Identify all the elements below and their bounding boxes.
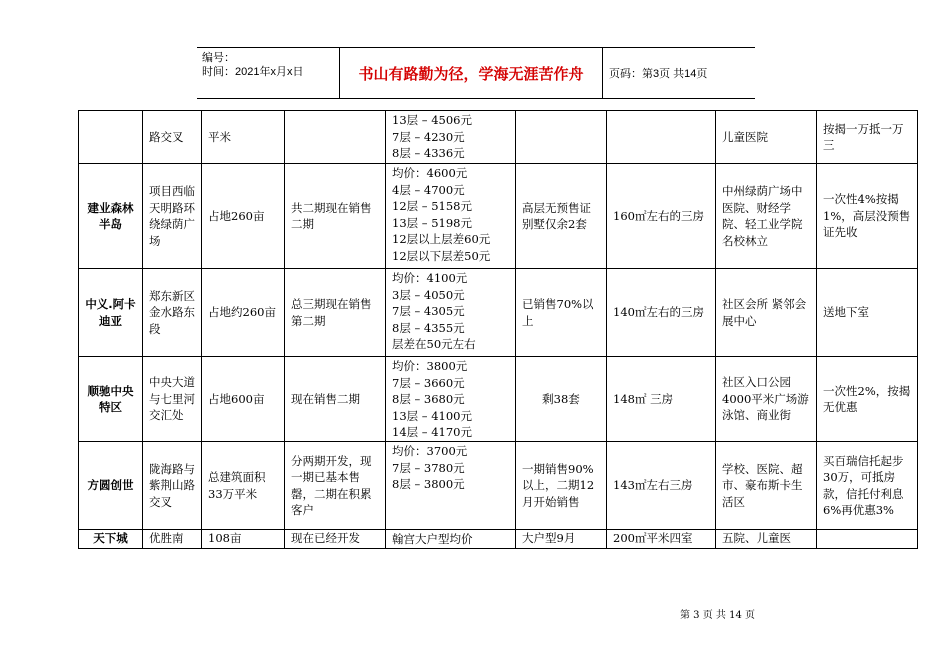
cell-location: 项目西临天明路环绕绿荫广场 xyxy=(143,164,202,269)
header-page-number: 页码：第3页 共14页 xyxy=(609,68,708,80)
table-row xyxy=(79,530,918,549)
number-label: 编号： xyxy=(202,52,235,64)
cell-name: 天下城 xyxy=(79,530,143,549)
cell-payment xyxy=(817,530,918,549)
price-line: 翰宫大户型均价 xyxy=(392,532,473,546)
cell-payment: 一次性2%，按揭无优惠 xyxy=(817,357,918,442)
price-line: 14层 – 4170元 xyxy=(392,425,472,439)
cell-sales: 高层无预售证 别墅仅余2套 xyxy=(516,164,607,269)
cell-phase xyxy=(285,111,386,164)
price-line: 8层 – 3680元 xyxy=(392,392,465,406)
property-table xyxy=(78,110,918,549)
cell-sales xyxy=(516,111,607,164)
price-line: 13层 – 4506元 xyxy=(392,113,472,127)
cell-name: 中义.阿卡迪亚 xyxy=(79,269,143,357)
cell-sales: 大户型9月 xyxy=(516,530,607,549)
header-motto: 书山有路勤为径，学海无涯苦作舟 xyxy=(340,48,603,98)
cell-prices xyxy=(386,164,516,269)
cell-type: 160㎡左右的三房 xyxy=(607,164,716,269)
cell-location: 郑东新区金水路东段 xyxy=(143,269,202,357)
price-line: 8层 – 4336元 xyxy=(392,146,465,160)
table-row xyxy=(79,357,918,442)
table-row xyxy=(79,269,918,357)
price-line: 8层 – 4355元 xyxy=(392,320,465,335)
price-line: 3层 – 4050元 xyxy=(392,287,465,302)
cell-prices xyxy=(386,530,516,549)
time-label: 时间：2021年x月x日 xyxy=(202,66,304,78)
cell-location: 中央大道与七里河交汇处 xyxy=(143,357,202,442)
cell-payment: 送地下室 xyxy=(817,269,918,357)
cell-sales: 剩38套 xyxy=(516,357,607,442)
cell-location: 陇海路与紫荆山路交叉 xyxy=(143,442,202,530)
price-line: 8层 – 3800元 xyxy=(392,477,465,491)
cell-prices xyxy=(386,269,516,357)
cell-name: 建业森林半岛 xyxy=(79,164,143,269)
cell-phase: 共二期现在销售二期 xyxy=(285,164,386,269)
cell-area: 108亩 xyxy=(202,530,285,549)
cell-location: 路交叉 xyxy=(143,111,202,164)
price-line: 7层 – 4230元 xyxy=(392,129,465,144)
price-line: 7层 – 3660元 xyxy=(392,375,465,390)
cell-payment: 买百瑞信托起步30万，可抵房款，信托付利息6%再优惠3% xyxy=(817,442,918,530)
cell-area: 平米 xyxy=(202,111,285,164)
price-line: 4层 – 4700元 xyxy=(392,182,465,197)
cell-area: 占地约260亩 xyxy=(202,269,285,357)
cell-name xyxy=(79,111,143,164)
price-line: 均价：3700元 xyxy=(392,444,468,458)
table-row xyxy=(79,111,918,164)
page-footer: 第 3 页 共 14 页 xyxy=(680,610,755,621)
price-line: 7层 – 4305元 xyxy=(392,304,465,318)
cell-prices xyxy=(386,357,516,442)
price-line: 7层 – 3780元 xyxy=(392,460,465,475)
cell-name: 方圆创世 xyxy=(79,442,143,530)
cell-facilities: 五院、儿童医 xyxy=(716,530,817,549)
cell-phase: 分两期开发，现一期已基本售罄，二期在积累客户 xyxy=(285,442,386,530)
cell-facilities: 中州绿荫广场中医院、财经学院、轻工业学院名校林立 xyxy=(716,164,817,269)
header-meta xyxy=(197,48,340,98)
cell-prices xyxy=(386,111,516,164)
cell-phase: 现在销售二期 xyxy=(285,357,386,442)
cell-location: 优胜南 xyxy=(143,530,202,549)
cell-phase: 现在已经开发 xyxy=(285,530,386,549)
price-line: 均价：3800元 xyxy=(392,359,468,373)
cell-facilities: 社区入口公园4000平米广场游泳馆、商业街 xyxy=(716,357,817,442)
cell-name: 顺驰中央特区 xyxy=(79,357,143,442)
price-line: 12层 – 5158元 xyxy=(392,199,472,213)
cell-area: 总建筑面积33万平米 xyxy=(202,442,285,530)
price-line: 12层以下层差50元 xyxy=(392,248,491,263)
table-row xyxy=(79,164,918,269)
cell-type xyxy=(607,111,716,164)
cell-type: 200㎡平米四室 xyxy=(607,530,716,549)
cell-phase: 总三期现在销售第二期 xyxy=(285,269,386,357)
cell-payment: 一次性4%按揭1%，高层没预售证先收 xyxy=(817,164,918,269)
cell-payment: 按揭一万抵一万三 xyxy=(817,111,918,164)
price-line: 12层以上层差60元 xyxy=(392,232,491,246)
cell-sales: 已销售70%以上 xyxy=(516,269,607,357)
cell-type: 140㎡左右的三房 xyxy=(607,269,716,357)
price-line: 均价：4600元 xyxy=(392,166,468,180)
price-line: 13层 – 5198元 xyxy=(392,215,472,230)
cell-facilities: 社区会所 紧邻会展中心 xyxy=(716,269,817,357)
cell-facilities: 儿童医院 xyxy=(716,111,817,164)
cell-area: 占地600亩 xyxy=(202,357,285,442)
cell-facilities: 学校、医院、超市、豪布斯卡生活区 xyxy=(716,442,817,530)
price-line: 层差在50元左右 xyxy=(392,337,476,351)
cell-area: 占地260亩 xyxy=(202,164,285,269)
table-row xyxy=(79,442,918,530)
price-line: 均价：4100元 xyxy=(392,271,468,285)
cell-type: 148㎡ 三房 xyxy=(607,357,716,442)
cell-prices xyxy=(386,442,516,530)
page-header xyxy=(197,47,755,99)
price-line: 13层 – 4100元 xyxy=(392,408,472,423)
cell-sales: 一期销售90%以上，二期12月开始销售 xyxy=(516,442,607,530)
cell-type: 143㎡左右三房 xyxy=(607,442,716,530)
